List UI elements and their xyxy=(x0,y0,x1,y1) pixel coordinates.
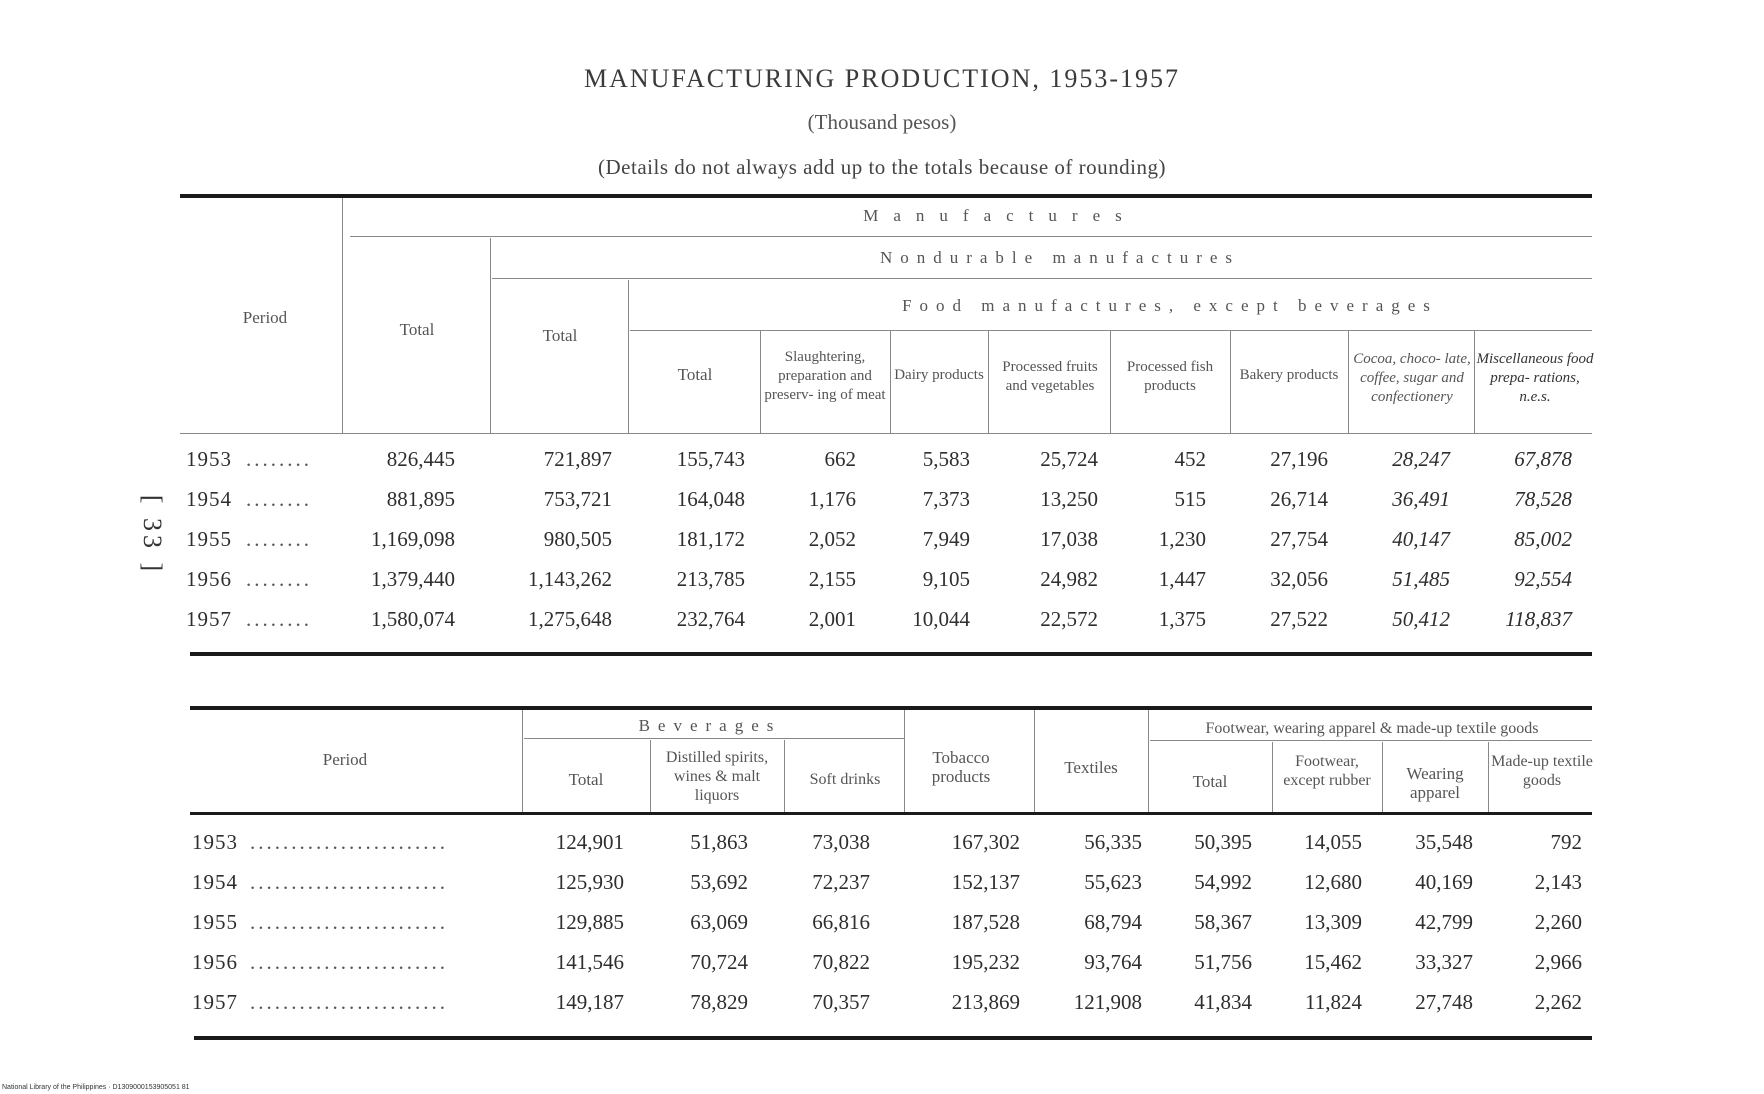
leader-dots: ........................ xyxy=(250,830,448,854)
table-cell: 7,373 xyxy=(922,487,970,511)
table2-header-period: Period xyxy=(322,750,368,769)
vrule xyxy=(1148,710,1149,812)
header-slaughtering: Slaughtering, preparation and preserv- ing of meat xyxy=(764,349,886,403)
table-cell: 54,992 xyxy=(1194,870,1252,894)
table-cell: 1,169,098 xyxy=(371,527,455,551)
header-beverages: Beverages xyxy=(638,716,782,735)
table-cell: 72,237 xyxy=(812,870,870,894)
table-cell: 85,002 xyxy=(1514,527,1572,551)
table-cell: 1,379,440 xyxy=(371,567,455,591)
table-cell: 73,038 xyxy=(812,830,870,854)
table-cell: 27,522 xyxy=(1270,607,1328,631)
table-cell: 12,680 xyxy=(1304,870,1362,894)
header-bakery: Bakery products xyxy=(1239,367,1339,383)
rule-under-beverages xyxy=(524,738,904,739)
table-cell: 2,001 xyxy=(808,607,856,631)
table-cell: 792 xyxy=(1550,830,1582,854)
table-cell: 118,837 xyxy=(1505,607,1572,631)
page-subtitle: (Thousand pesos) xyxy=(807,110,957,134)
header-footwear-group: Footwear, wearing apparel & made-up textile goods xyxy=(1205,720,1539,737)
table-cell: 70,724 xyxy=(690,950,748,974)
table-cell: 155,743 xyxy=(676,447,745,471)
table-cell: 67,878 xyxy=(1514,447,1572,471)
table-cell: 92,554 xyxy=(1514,567,1572,591)
table-cell: 10,044 xyxy=(912,607,970,631)
table-cell: 1,275,648 xyxy=(528,607,612,631)
table-cell: 66,816 xyxy=(812,910,870,934)
vrule xyxy=(904,710,905,812)
table-cell: 213,785 xyxy=(676,567,745,591)
table-cell: 980,505 xyxy=(543,527,612,551)
table-cell: 1,230 xyxy=(1158,527,1206,551)
page-number: [ 33 ] xyxy=(138,494,168,576)
header-madeup: Made-up textile goods xyxy=(1491,753,1593,789)
header-fruits: Processed fruits and vegetables xyxy=(1002,359,1098,394)
table-cell: 55,623 xyxy=(1084,870,1142,894)
table-cell: 187,528 xyxy=(951,910,1020,934)
header-footwear: Footwear, except rubber xyxy=(1283,753,1371,789)
table-cell: 721,897 xyxy=(543,447,612,471)
table-cell: 2,155 xyxy=(808,567,856,591)
leader-dots: ........................ xyxy=(250,950,448,974)
table-cell: 42,799 xyxy=(1415,910,1473,934)
table-cell: 13,309 xyxy=(1304,910,1362,934)
table-cell: 152,137 xyxy=(951,870,1020,894)
table-cell: 121,908 xyxy=(1073,990,1142,1014)
leader-dots: ........................ xyxy=(250,910,448,934)
table-cell: 1,580,074 xyxy=(371,607,455,631)
table-cell: 1,447 xyxy=(1158,567,1206,591)
leader-dots: ........ xyxy=(246,527,312,551)
table-row-year xyxy=(192,830,448,855)
table-cell: 35,548 xyxy=(1415,830,1473,854)
table-row-year xyxy=(192,990,448,1015)
vrule xyxy=(1488,742,1489,812)
header-food-total: Total xyxy=(677,365,713,384)
table-cell: 63,069 xyxy=(690,910,748,934)
page-title: MANUFACTURING PRODUCTION, 1953-1957 xyxy=(583,64,1181,93)
year-label: 1954 xyxy=(192,870,238,894)
table-cell: 826,445 xyxy=(386,447,455,471)
header-soft-drinks: Soft drinks xyxy=(809,771,881,788)
table-row-year xyxy=(192,950,448,975)
header-nondurable-total: Total xyxy=(542,326,578,345)
table-cell: 1,176 xyxy=(808,487,856,511)
table-cell: 1,143,262 xyxy=(528,567,612,591)
table-row-year xyxy=(192,870,448,895)
vrule xyxy=(1034,710,1035,812)
table-cell: 51,756 xyxy=(1194,950,1252,974)
table-cell: 213,869 xyxy=(951,990,1020,1014)
header-wearing: Wearing apparel xyxy=(1406,764,1464,802)
year-label: 1956 xyxy=(186,567,232,591)
header-misc: Miscellaneous food prepa- rations, n.e.s. xyxy=(1476,351,1594,405)
table-row-year xyxy=(192,910,448,935)
vrule xyxy=(784,740,785,812)
table-cell: 22,572 xyxy=(1040,607,1098,631)
table-cell: 14,055 xyxy=(1304,830,1362,854)
year-label: 1953 xyxy=(186,447,232,471)
header-cocoa: Cocoa, choco- late, coffee, sugar and confectionery xyxy=(1353,351,1471,405)
table-cell: 27,196 xyxy=(1270,447,1328,471)
year-label: 1954 xyxy=(186,487,232,511)
header-dairy: Dairy products xyxy=(894,367,984,383)
table-cell: 58,367 xyxy=(1194,910,1252,934)
table-cell: 17,038 xyxy=(1040,527,1098,551)
table-cell: 25,724 xyxy=(1040,447,1098,471)
table-cell: 27,754 xyxy=(1270,527,1328,551)
leader-dots: ........ xyxy=(246,487,312,511)
table-cell: 181,172 xyxy=(676,527,745,551)
library-stamp: National Library of the Philippines · D1309000153905051 81 xyxy=(2,1084,190,1091)
header-fish: Processed fish products xyxy=(1126,359,1214,394)
leader-dots: ........ xyxy=(246,567,312,591)
vrule xyxy=(1382,742,1383,812)
table-cell: 195,232 xyxy=(951,950,1020,974)
table2-top-rule xyxy=(190,706,1592,710)
table-cell: 452 xyxy=(1174,447,1206,471)
table-cell: 56,335 xyxy=(1084,830,1142,854)
vrule xyxy=(1272,742,1273,812)
table-cell: 2,262 xyxy=(1534,990,1582,1014)
table-cell: 78,528 xyxy=(1514,487,1572,511)
table-cell: 149,187 xyxy=(555,990,624,1014)
year-label: 1955 xyxy=(186,527,232,551)
table-cell: 2,052 xyxy=(808,527,856,551)
leader-dots: ........ xyxy=(246,447,312,471)
leader-dots: ........ xyxy=(246,607,312,631)
table-cell: 68,794 xyxy=(1084,910,1142,934)
table-cell: 124,901 xyxy=(555,830,624,854)
table-cell: 2,143 xyxy=(1534,870,1582,894)
table-cell: 32,056 xyxy=(1270,567,1328,591)
table2-header-rule xyxy=(190,812,1592,815)
table-cell: 41,834 xyxy=(1194,990,1252,1014)
table-cell: 36,491 xyxy=(1392,487,1450,511)
table-cell: 662 xyxy=(824,447,856,471)
rule-under-footwear xyxy=(1150,740,1592,741)
table-cell: 51,485 xyxy=(1392,567,1450,591)
table-cell: 515 xyxy=(1174,487,1206,511)
rounding-note: (Details do not always add up to the totals because of rounding) xyxy=(598,155,1166,179)
header-nondurable: Nondurable manufactures xyxy=(879,248,1241,267)
table-cell: 78,829 xyxy=(690,990,748,1014)
table-cell: 2,966 xyxy=(1534,950,1582,974)
header-food: Food manufactures, except beverages xyxy=(902,296,1438,315)
table-cell: 232,764 xyxy=(676,607,745,631)
table-cell: 93,764 xyxy=(1084,950,1142,974)
table-cell: 7,949 xyxy=(922,527,970,551)
table-cell: 70,357 xyxy=(812,990,870,1014)
year-label: 1955 xyxy=(192,910,238,934)
header-tobacco: Tobacco products xyxy=(931,748,991,786)
leader-dots: ........................ xyxy=(250,990,448,1014)
table-cell: 881,895 xyxy=(386,487,455,511)
table-cell: 129,885 xyxy=(555,910,624,934)
year-label: 1957 xyxy=(186,607,232,631)
table-cell: 28,247 xyxy=(1392,447,1450,471)
table-cell: 2,260 xyxy=(1534,910,1582,934)
header-bev-total: Total xyxy=(568,770,604,789)
table-cell: 50,395 xyxy=(1194,830,1252,854)
vrule xyxy=(650,740,651,812)
table-cell: 11,824 xyxy=(1305,990,1362,1014)
table-cell: 1,375 xyxy=(1158,607,1206,631)
table-cell: 15,462 xyxy=(1304,950,1362,974)
table-cell: 40,169 xyxy=(1415,870,1473,894)
table-cell: 51,863 xyxy=(690,830,748,854)
table-cell: 164,048 xyxy=(676,487,745,511)
table-cell: 24,982 xyxy=(1040,567,1098,591)
leader-dots: ........................ xyxy=(250,870,448,894)
table-cell: 125,930 xyxy=(555,870,624,894)
table-cell: 40,147 xyxy=(1392,527,1450,551)
year-label: 1953 xyxy=(192,830,238,854)
year-label: 1957 xyxy=(192,990,238,1014)
header-total: Total xyxy=(399,320,435,339)
table-cell: 53,692 xyxy=(690,870,748,894)
table-cell: 70,822 xyxy=(812,950,870,974)
year-label: 1956 xyxy=(192,950,238,974)
table-cell: 167,302 xyxy=(951,830,1020,854)
header-manufactures: Manufactures xyxy=(863,206,1137,225)
header-fw-total: Total xyxy=(1192,772,1228,791)
header-distilled: Distilled spirits, wines & malt liquors xyxy=(665,749,769,804)
table-cell: 13,250 xyxy=(1040,487,1098,511)
header-textiles: Textiles xyxy=(1064,758,1118,777)
header-period: Period xyxy=(242,308,288,327)
table-cell: 26,714 xyxy=(1270,487,1328,511)
table-cell: 50,412 xyxy=(1392,607,1450,631)
table-cell: 27,748 xyxy=(1415,990,1473,1014)
table-cell: 141,546 xyxy=(555,950,624,974)
table2-bottom-rule xyxy=(194,1036,1592,1040)
vrule xyxy=(522,710,523,812)
table-cell: 5,583 xyxy=(922,447,970,471)
table-cell: 33,327 xyxy=(1415,950,1473,974)
table-cell: 9,105 xyxy=(922,567,970,591)
table-cell: 753,721 xyxy=(543,487,612,511)
